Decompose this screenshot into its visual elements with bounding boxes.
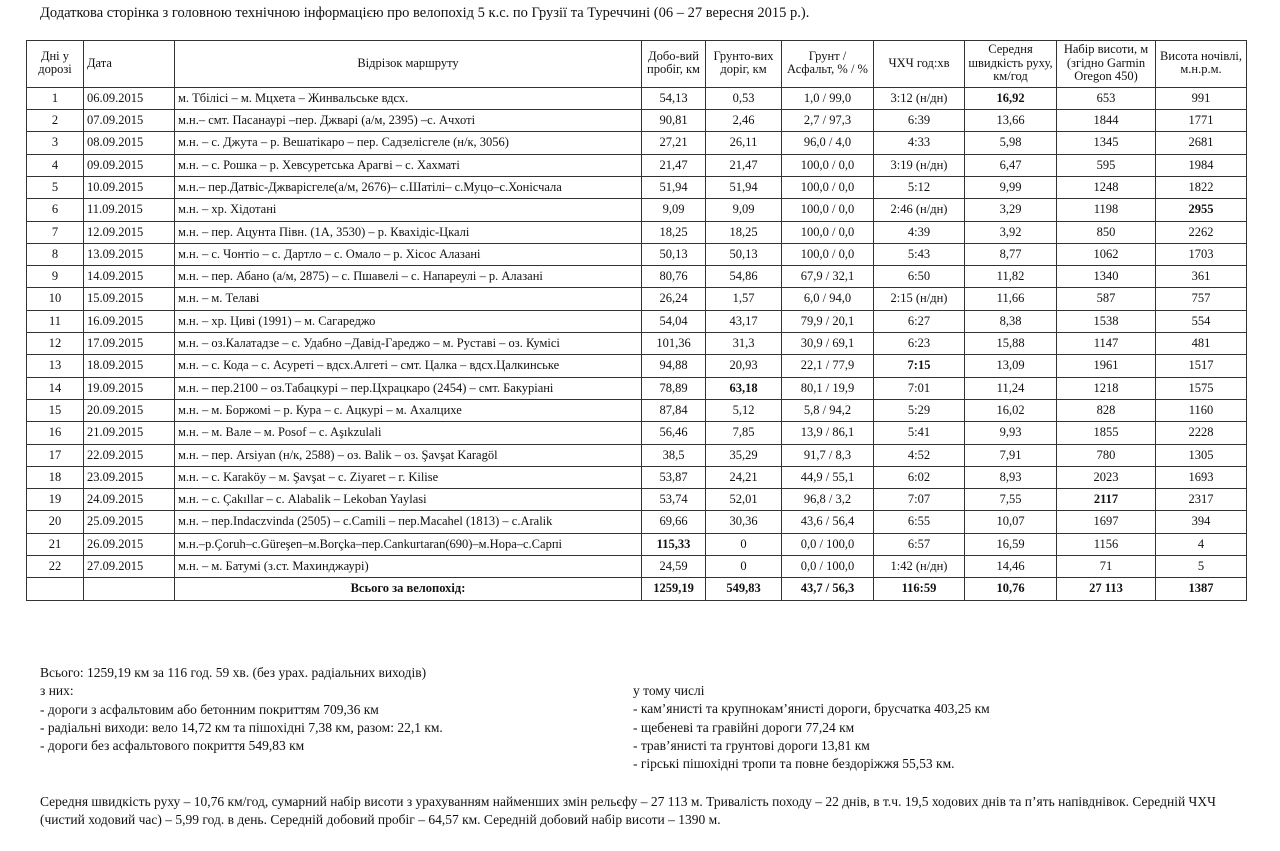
cell-segment: м.н. – оз.Калатадзе – с. Удабно –Давід-Гареджо – м. Руставі – оз. Кумісі bbox=[175, 333, 642, 355]
cell-segment: м.н. – с. Рошка – р. Хевсуретська Арагві – с. Хахматі bbox=[175, 154, 642, 176]
cell-elevation-gain: 1147 bbox=[1057, 333, 1156, 355]
table-row bbox=[27, 199, 1247, 221]
table-header-row bbox=[27, 41, 1247, 88]
totals-row bbox=[27, 578, 1247, 600]
cell-segment: м.н.–р.Çoruh–c.Güreşen–м.Borçka–пер.Cankurtaran(690)–м.Нора–с.Сарпі bbox=[175, 533, 642, 555]
cell-camp-altitude: 1984 bbox=[1156, 154, 1247, 176]
cell-camp-altitude: 481 bbox=[1156, 333, 1247, 355]
header-avg-speed: Середня швидкість руху, км/год bbox=[965, 41, 1057, 88]
summary-line: Всього: 1259,19 км за 116 год. 59 хв. (без урах. радіальних виходів) bbox=[40, 665, 427, 680]
cell-date: 19.09.2015 bbox=[84, 377, 175, 399]
cell-daily-distance: 18,25 bbox=[642, 221, 706, 243]
cell-segment: м.н. – м. Вале – м. Posof – c. Aşıkzulali bbox=[175, 422, 642, 444]
cell-daily-distance: 94,88 bbox=[642, 355, 706, 377]
cell-moving-time: 4:52 bbox=[874, 444, 965, 466]
cell-date: 15.09.2015 bbox=[84, 288, 175, 310]
cell-moving-time: 5:29 bbox=[874, 399, 965, 421]
cell-day: 1 bbox=[27, 87, 84, 109]
cell-camp-altitude: 361 bbox=[1156, 266, 1247, 288]
cell-day: 6 bbox=[27, 199, 84, 221]
cell-surface-ratio: 100,0 / 0,0 bbox=[782, 243, 874, 265]
cell-camp-altitude: 2681 bbox=[1156, 132, 1247, 154]
cell-day: 21 bbox=[27, 533, 84, 555]
cell-segment: м.н. – пер. Ацунта Півн. (1А, 3530) – р. Кваxідіс-Цкалі bbox=[175, 221, 642, 243]
cell-avg-speed: 13,66 bbox=[965, 110, 1057, 132]
cell-moving-time: 6:27 bbox=[874, 310, 965, 332]
cell-avg-speed: 8,77 bbox=[965, 243, 1057, 265]
table-row bbox=[27, 466, 1247, 488]
table-row bbox=[27, 556, 1247, 578]
header-segment: Відрізок маршруту bbox=[175, 41, 642, 88]
cell-daily-distance: 69,66 bbox=[642, 511, 706, 533]
summary-line: у тому числі bbox=[633, 683, 705, 698]
cell-elevation-gain: 1156 bbox=[1057, 533, 1156, 555]
cell-surface-ratio: 0,0 / 100,0 bbox=[782, 556, 874, 578]
cell-camp-altitude: 1517 bbox=[1156, 355, 1247, 377]
cell-avg-speed: 16,92 bbox=[965, 87, 1057, 109]
cell-date: 21.09.2015 bbox=[84, 422, 175, 444]
cell-date: 27.09.2015 bbox=[84, 556, 175, 578]
cell-dirt-roads: 1,57 bbox=[706, 288, 782, 310]
cell-avg-speed: 16,59 bbox=[965, 533, 1057, 555]
cell-day: 11 bbox=[27, 310, 84, 332]
cell-segment: м.н. – с. Чонтіо – с. Дартло – с. Омало – р. Хісос Алазані bbox=[175, 243, 642, 265]
cell-elevation-gain: 850 bbox=[1057, 221, 1156, 243]
cell-moving-time: 5:43 bbox=[874, 243, 965, 265]
cell-avg-speed: 11,82 bbox=[965, 266, 1057, 288]
cell-avg-speed: 10,07 bbox=[965, 511, 1057, 533]
table-row bbox=[27, 399, 1247, 421]
cell-daily-distance: 26,24 bbox=[642, 288, 706, 310]
summary-left bbox=[40, 664, 600, 755]
cell-segment: м.н. – хр. Хідотані bbox=[175, 199, 642, 221]
cell-dirt-roads: 52,01 bbox=[706, 489, 782, 511]
header-moving-time: ЧХЧ год:хв bbox=[874, 41, 965, 88]
table-row bbox=[27, 154, 1247, 176]
totals-time: 116:59 bbox=[874, 578, 965, 600]
cell-camp-altitude: 1305 bbox=[1156, 444, 1247, 466]
cell-day: 15 bbox=[27, 399, 84, 421]
cell-segment: м.н. – пер.2100 – оз.Табацкурі – пер.Цхрацкаро (2454) – смт. Бакуріані bbox=[175, 377, 642, 399]
cell-daily-distance: 53,87 bbox=[642, 466, 706, 488]
cell-surface-ratio: 91,7 / 8,3 bbox=[782, 444, 874, 466]
cell-avg-speed: 14,46 bbox=[965, 556, 1057, 578]
cell-dirt-roads: 5,12 bbox=[706, 399, 782, 421]
cell-moving-time: 6:39 bbox=[874, 110, 965, 132]
cell-camp-altitude: 2317 bbox=[1156, 489, 1247, 511]
table-row bbox=[27, 489, 1247, 511]
cell-segment: м.н.– пер.Датвіс-Джварісгеле(а/м, 2676)– с.Шатілі– с.Муцо–с.Хонісчала bbox=[175, 176, 642, 198]
cell-dirt-roads: 0 bbox=[706, 533, 782, 555]
cell-day: 3 bbox=[27, 132, 84, 154]
cell-avg-speed: 3,29 bbox=[965, 199, 1057, 221]
cell-avg-speed: 9,93 bbox=[965, 422, 1057, 444]
cell-dirt-roads: 54,86 bbox=[706, 266, 782, 288]
cell-dirt-roads: 43,17 bbox=[706, 310, 782, 332]
cell-avg-speed: 7,55 bbox=[965, 489, 1057, 511]
cell-daily-distance: 54,13 bbox=[642, 87, 706, 109]
header-day: Дні у дорозі bbox=[27, 41, 84, 88]
cell-segment: м.н. – м. Батумі (з.ст. Махинджаурі) bbox=[175, 556, 642, 578]
cell-segment: м.н. – с. Кода – с. Асуреті – вдсх.Алгеті – смт. Цалка – вдсх.Цалкинське bbox=[175, 355, 642, 377]
cell-date: 09.09.2015 bbox=[84, 154, 175, 176]
cell-camp-altitude: 1703 bbox=[1156, 243, 1247, 265]
cell-camp-altitude: 1575 bbox=[1156, 377, 1247, 399]
totals-speed: 10,76 bbox=[965, 578, 1057, 600]
cell-moving-time: 2:46 (н/дн) bbox=[874, 199, 965, 221]
cell-day: 20 bbox=[27, 511, 84, 533]
header-surface-ratio: Грунт / Асфальт, % / % bbox=[782, 41, 874, 88]
cell-daily-distance: 51,94 bbox=[642, 176, 706, 198]
cell-surface-ratio: 0,0 / 100,0 bbox=[782, 533, 874, 555]
table-row bbox=[27, 288, 1247, 310]
cell-date: 10.09.2015 bbox=[84, 176, 175, 198]
table-row bbox=[27, 333, 1247, 355]
totals-climb: 27 113 bbox=[1057, 578, 1156, 600]
cell-daily-distance: 54,04 bbox=[642, 310, 706, 332]
cell-camp-altitude: 1693 bbox=[1156, 466, 1247, 488]
cell-date: 16.09.2015 bbox=[84, 310, 175, 332]
cell-surface-ratio: 43,6 / 56,4 bbox=[782, 511, 874, 533]
cell-surface-ratio: 96,0 / 4,0 bbox=[782, 132, 874, 154]
cell-elevation-gain: 1218 bbox=[1057, 377, 1156, 399]
cell-daily-distance: 78,89 bbox=[642, 377, 706, 399]
cell-elevation-gain: 71 bbox=[1057, 556, 1156, 578]
cell-elevation-gain: 828 bbox=[1057, 399, 1156, 421]
cell-day: 22 bbox=[27, 556, 84, 578]
cell-surface-ratio: 6,0 / 94,0 bbox=[782, 288, 874, 310]
table-row bbox=[27, 511, 1247, 533]
cell-elevation-gain: 1855 bbox=[1057, 422, 1156, 444]
table-row bbox=[27, 221, 1247, 243]
cell-segment: м.н. – м. Боржомі – р. Кура – с. Ацкурі – м. Ахалцихе bbox=[175, 399, 642, 421]
table-row bbox=[27, 110, 1247, 132]
cell-dirt-roads: 26,11 bbox=[706, 132, 782, 154]
cell-day: 14 bbox=[27, 377, 84, 399]
cell-camp-altitude: 5 bbox=[1156, 556, 1247, 578]
cell-dirt-roads: 50,13 bbox=[706, 243, 782, 265]
table-row bbox=[27, 243, 1247, 265]
cell-elevation-gain: 1697 bbox=[1057, 511, 1156, 533]
cell-day: 5 bbox=[27, 176, 84, 198]
cell-elevation-gain: 1844 bbox=[1057, 110, 1156, 132]
table-row bbox=[27, 533, 1247, 555]
cell-elevation-gain: 2023 bbox=[1057, 466, 1156, 488]
cell-dirt-roads: 0 bbox=[706, 556, 782, 578]
cell-day: 9 bbox=[27, 266, 84, 288]
cell-day: 7 bbox=[27, 221, 84, 243]
summary-line: - дороги без асфальтового покриття 549,83 км bbox=[40, 738, 305, 754]
cell-elevation-gain: 1961 bbox=[1057, 355, 1156, 377]
cell-surface-ratio: 67,9 / 32,1 bbox=[782, 266, 874, 288]
cell-daily-distance: 101,36 bbox=[642, 333, 706, 355]
cell-daily-distance: 115,33 bbox=[642, 533, 706, 555]
cell-daily-distance: 56,46 bbox=[642, 422, 706, 444]
cell-segment: м.н. – с. Karaköy – м. Şavşat – c. Ziyaret – г. Kilise bbox=[175, 466, 642, 488]
cell-camp-altitude: 394 bbox=[1156, 511, 1247, 533]
cell-dirt-roads: 0,53 bbox=[706, 87, 782, 109]
cell-camp-altitude: 554 bbox=[1156, 310, 1247, 332]
summary-line: - радіальні виходи: вело 14,72 км та пішохідні 7,38 км, разом: 22,1 км. bbox=[40, 719, 443, 735]
table-row bbox=[27, 87, 1247, 109]
cell-date: 25.09.2015 bbox=[84, 511, 175, 533]
cell-daily-distance: 38,5 bbox=[642, 444, 706, 466]
cell-surface-ratio: 5,8 / 94,2 bbox=[782, 399, 874, 421]
summary-line: - гірські пішохідні тропи та повне бездоріжжя 55,53 км. bbox=[633, 756, 955, 772]
cell-moving-time: 6:02 bbox=[874, 466, 965, 488]
cell-date: 18.09.2015 bbox=[84, 355, 175, 377]
cell-moving-time: 6:57 bbox=[874, 533, 965, 555]
cell-daily-distance: 90,81 bbox=[642, 110, 706, 132]
cell-day: 16 bbox=[27, 422, 84, 444]
table-row bbox=[27, 310, 1247, 332]
cell-date: 12.09.2015 bbox=[84, 221, 175, 243]
cell-avg-speed: 7,91 bbox=[965, 444, 1057, 466]
cell-date: 20.09.2015 bbox=[84, 399, 175, 421]
cell-surface-ratio: 96,8 / 3,2 bbox=[782, 489, 874, 511]
cell-date: 22.09.2015 bbox=[84, 444, 175, 466]
cell-camp-altitude: 2228 bbox=[1156, 422, 1247, 444]
cell-elevation-gain: 653 bbox=[1057, 87, 1156, 109]
cell-day: 10 bbox=[27, 288, 84, 310]
totals-daily: 1259,19 bbox=[642, 578, 706, 600]
table-row bbox=[27, 266, 1247, 288]
summary-right bbox=[633, 682, 1233, 773]
cell-segment: м.н. – м. Телаві bbox=[175, 288, 642, 310]
cell-avg-speed: 8,93 bbox=[965, 466, 1057, 488]
header-date: Дата bbox=[84, 41, 175, 88]
totals-ratio: 43,7 / 56,3 bbox=[782, 578, 874, 600]
cell-moving-time: 3:19 (н/дн) bbox=[874, 154, 965, 176]
cell-date: 11.09.2015 bbox=[84, 199, 175, 221]
cell-segment: м.н. – с. Çakıllar – с. Alabalik – Lekoban Yaylasi bbox=[175, 489, 642, 511]
cell-day: 8 bbox=[27, 243, 84, 265]
cell-daily-distance: 53,74 bbox=[642, 489, 706, 511]
cell-day: 18 bbox=[27, 466, 84, 488]
cell-segment: м.н. – пер. Абано (а/м, 2875) – с. Пшавелі – с. Напареулі – р. Алазані bbox=[175, 266, 642, 288]
cell-daily-distance: 50,13 bbox=[642, 243, 706, 265]
cell-avg-speed: 5,98 bbox=[965, 132, 1057, 154]
cell-surface-ratio: 100,0 / 0,0 bbox=[782, 176, 874, 198]
cell-segment: м.н. – пер. Arsiyan (н/к, 2588) – оз. Balik – оз. Şavşat Karagöl bbox=[175, 444, 642, 466]
cell-date: 13.09.2015 bbox=[84, 243, 175, 265]
cell-avg-speed: 6,47 bbox=[965, 154, 1057, 176]
cell-day: 17 bbox=[27, 444, 84, 466]
cell-daily-distance: 9,09 bbox=[642, 199, 706, 221]
cell-surface-ratio: 79,9 / 20,1 bbox=[782, 310, 874, 332]
cell-dirt-roads: 24,21 bbox=[706, 466, 782, 488]
table-row bbox=[27, 132, 1247, 154]
cell-day: 2 bbox=[27, 110, 84, 132]
header-camp-altitude: Висота ночівлі, м.н.р.м. bbox=[1156, 41, 1247, 88]
cell-surface-ratio: 2,7 / 97,3 bbox=[782, 110, 874, 132]
cell-surface-ratio: 100,0 / 0,0 bbox=[782, 221, 874, 243]
cell-dirt-roads: 9,09 bbox=[706, 199, 782, 221]
cell-avg-speed: 15,88 bbox=[965, 333, 1057, 355]
cell-avg-speed: 11,24 bbox=[965, 377, 1057, 399]
cell-dirt-roads: 63,18 bbox=[706, 377, 782, 399]
cell-moving-time: 4:33 bbox=[874, 132, 965, 154]
cell-avg-speed: 9,99 bbox=[965, 176, 1057, 198]
cell-elevation-gain: 1198 bbox=[1057, 199, 1156, 221]
cell-elevation-gain: 2117 bbox=[1057, 489, 1156, 511]
cell-avg-speed: 16,02 bbox=[965, 399, 1057, 421]
cell-moving-time: 2:15 (н/дн) bbox=[874, 288, 965, 310]
cell-camp-altitude: 757 bbox=[1156, 288, 1247, 310]
header-daily-distance: Добо-вий пробіг, км bbox=[642, 41, 706, 88]
summary-line: - кам’янисті та крупнокам’янисті дороги, брусчатка 403,25 км bbox=[633, 701, 990, 717]
cell-daily-distance: 80,76 bbox=[642, 266, 706, 288]
cell-moving-time: 3:12 (н/дн) bbox=[874, 87, 965, 109]
footer-paragraph: Середня швидкість руху – 10,76 км/год, сумарний набір висоти з урахуванням найменших змін рельєфу – 27 113 м. Тривалість походу – 22 днів, в т.ч. 19,5 ходових днів та п’ять напівднівок. Середній ЧХЧ (чистий ходовий час) – 5,99 год. в день. Середній добовий пробіг – 64,57 км. Середній добовий набір висоти – 1390 м. bbox=[40, 794, 1216, 828]
cell-surface-ratio: 30,9 / 69,1 bbox=[782, 333, 874, 355]
summary-line: - дороги з асфальтовим або бетонним покриттям 709,36 км bbox=[40, 701, 379, 717]
cell-moving-time: 5:12 bbox=[874, 176, 965, 198]
cell-surface-ratio: 13,9 / 86,1 bbox=[782, 422, 874, 444]
header-elevation-gain: Набір висоти, м (згідно Garmin Oregon 450) bbox=[1057, 41, 1156, 88]
cell-elevation-gain: 1248 bbox=[1057, 176, 1156, 198]
cell-moving-time: 4:39 bbox=[874, 221, 965, 243]
totals-dirt: 549,83 bbox=[706, 578, 782, 600]
cell-dirt-roads: 18,25 bbox=[706, 221, 782, 243]
document-title: Додаткова сторінка з головною технічною інформацією про велопохід 5 к.с. по Грузії та Туреччині (06 – 27 вересня 2015 р.). bbox=[40, 5, 810, 21]
trip-table bbox=[26, 40, 1247, 601]
table-row bbox=[27, 176, 1247, 198]
cell-daily-distance: 21,47 bbox=[642, 154, 706, 176]
cell-elevation-gain: 1340 bbox=[1057, 266, 1156, 288]
cell-moving-time: 5:41 bbox=[874, 422, 965, 444]
cell-date: 08.09.2015 bbox=[84, 132, 175, 154]
cell-camp-altitude: 1822 bbox=[1156, 176, 1247, 198]
cell-date: 23.09.2015 bbox=[84, 466, 175, 488]
cell-camp-altitude: 1771 bbox=[1156, 110, 1247, 132]
cell-segment: м.н. – пер.Indaczvinda (2505) – c.Camili – пер.Macahel (1813) – c.Aralik bbox=[175, 511, 642, 533]
cell-daily-distance: 87,84 bbox=[642, 399, 706, 421]
cell-elevation-gain: 1062 bbox=[1057, 243, 1156, 265]
cell-segment: м.н.– смт. Пасанаурі –пер. Джварі (а/м, 2395) –с. Ачхоті bbox=[175, 110, 642, 132]
cell-date: 06.09.2015 bbox=[84, 87, 175, 109]
table-row bbox=[27, 444, 1247, 466]
cell-daily-distance: 24,59 bbox=[642, 556, 706, 578]
cell-day: 13 bbox=[27, 355, 84, 377]
cell-segment: м. Тбілісі – м. Мцхета – Жинвальське вдсх. bbox=[175, 87, 642, 109]
cell-dirt-roads: 51,94 bbox=[706, 176, 782, 198]
cell-elevation-gain: 1345 bbox=[1057, 132, 1156, 154]
cell-avg-speed: 3,92 bbox=[965, 221, 1057, 243]
cell-moving-time: 7:15 bbox=[874, 355, 965, 377]
cell-day: 4 bbox=[27, 154, 84, 176]
cell-moving-time: 6:55 bbox=[874, 511, 965, 533]
cell-elevation-gain: 1538 bbox=[1057, 310, 1156, 332]
cell-date: 26.09.2015 bbox=[84, 533, 175, 555]
cell-avg-speed: 11,66 bbox=[965, 288, 1057, 310]
cell-surface-ratio: 22,1 / 77,9 bbox=[782, 355, 874, 377]
table-row bbox=[27, 355, 1247, 377]
cell-avg-speed: 8,38 bbox=[965, 310, 1057, 332]
cell-date: 14.09.2015 bbox=[84, 266, 175, 288]
cell-dirt-roads: 31,3 bbox=[706, 333, 782, 355]
cell-avg-speed: 13,09 bbox=[965, 355, 1057, 377]
cell-surface-ratio: 44,9 / 55,1 bbox=[782, 466, 874, 488]
summary-line: з них: bbox=[40, 683, 74, 699]
cell-dirt-roads: 35,29 bbox=[706, 444, 782, 466]
table-row bbox=[27, 377, 1247, 399]
cell-dirt-roads: 20,93 bbox=[706, 355, 782, 377]
cell-dirt-roads: 7,85 bbox=[706, 422, 782, 444]
cell-moving-time: 6:50 bbox=[874, 266, 965, 288]
cell-moving-time: 7:07 bbox=[874, 489, 965, 511]
cell-surface-ratio: 1,0 / 99,0 bbox=[782, 87, 874, 109]
cell-date: 07.09.2015 bbox=[84, 110, 175, 132]
cell-moving-time: 6:23 bbox=[874, 333, 965, 355]
cell-moving-time: 7:01 bbox=[874, 377, 965, 399]
cell-dirt-roads: 30,36 bbox=[706, 511, 782, 533]
cell-camp-altitude: 991 bbox=[1156, 87, 1247, 109]
cell-segment: м.н. – с. Джута – р. Вешатікаро – пер. Садзелісгеле (н/к, 3056) bbox=[175, 132, 642, 154]
cell-elevation-gain: 780 bbox=[1057, 444, 1156, 466]
cell-elevation-gain: 587 bbox=[1057, 288, 1156, 310]
cell-surface-ratio: 100,0 / 0,0 bbox=[782, 154, 874, 176]
cell-dirt-roads: 2,46 bbox=[706, 110, 782, 132]
cell-camp-altitude: 4 bbox=[1156, 533, 1247, 555]
cell-date: 24.09.2015 bbox=[84, 489, 175, 511]
cell-surface-ratio: 100,0 / 0,0 bbox=[782, 199, 874, 221]
cell-camp-altitude: 2955 bbox=[1156, 199, 1247, 221]
totals-altitude: 1387 bbox=[1156, 578, 1247, 600]
cell-dirt-roads: 21,47 bbox=[706, 154, 782, 176]
cell-day: 12 bbox=[27, 333, 84, 355]
table-row bbox=[27, 422, 1247, 444]
cell-camp-altitude: 1160 bbox=[1156, 399, 1247, 421]
summary-line: - щебеневі та гравійні дороги 77,24 км bbox=[633, 719, 855, 735]
summary-line: - трав’янисті та грунтові дороги 13,81 км bbox=[633, 737, 870, 753]
cell-elevation-gain: 595 bbox=[1057, 154, 1156, 176]
totals-label: Всього за велопохід: bbox=[175, 578, 642, 600]
cell-moving-time: 1:42 (н/дн) bbox=[874, 556, 965, 578]
cell-segment: м.н. – хр. Циві (1991) – м. Сагареджо bbox=[175, 310, 642, 332]
cell-day: 19 bbox=[27, 489, 84, 511]
header-dirt-roads: Грунто-вих доріг, км bbox=[706, 41, 782, 88]
cell-surface-ratio: 80,1 / 19,9 bbox=[782, 377, 874, 399]
cell-camp-altitude: 2262 bbox=[1156, 221, 1247, 243]
cell-daily-distance: 27,21 bbox=[642, 132, 706, 154]
cell-date: 17.09.2015 bbox=[84, 333, 175, 355]
